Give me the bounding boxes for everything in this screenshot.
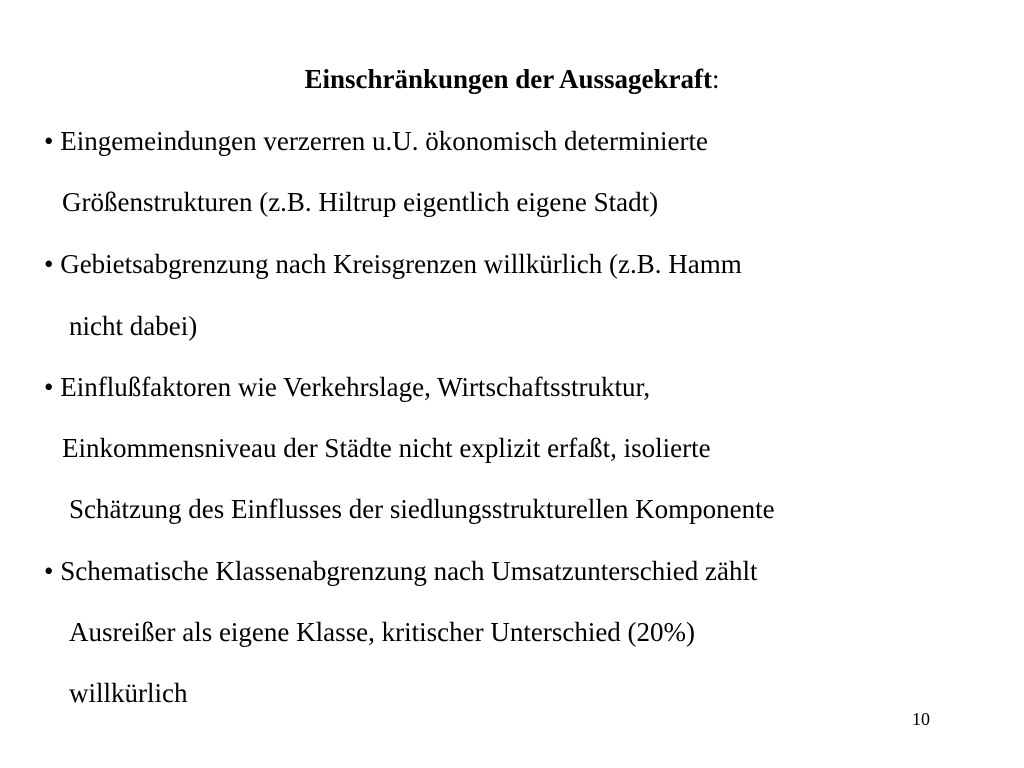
slide-title-text: Einschränkungen der Aussagekraft — [304, 64, 713, 94]
bullet-1-line-2: Größenstrukturen (z.B. Hiltrup eigentlich eigene Stadt) — [62, 187, 659, 217]
bullet-text: Gebietsabgrenzung nach Kreisgrenzen willkürlich (z.B. Hamm — [60, 249, 742, 279]
bullet-4-line-3: willkürlich — [69, 678, 188, 708]
bullet-text: Einflußfaktoren wie Verkehrslage, Wirtschaftsstruktur, — [60, 372, 651, 402]
bullet-text: Schematische Klassenabgrenzung nach Umsatzunterschied zählt — [60, 556, 758, 586]
bullet-3-line-1 — [44, 368, 650, 406]
bullet-1-line-1 — [44, 122, 708, 160]
bullet-2-line-2: nicht dabei) — [69, 311, 198, 341]
bullet-text: Eingemeindungen verzerren u.U. ökonomisch determinierte — [60, 126, 708, 156]
page-number: 10 — [912, 709, 930, 729]
slide-title — [0, 60, 1024, 98]
bullet-symbol: • — [44, 372, 54, 402]
bullet-4-line-1 — [44, 552, 757, 590]
bullet-symbol: • — [44, 126, 54, 156]
bullet-3-line-2: Einkommensniveau der Städte nicht explizit erfaßt, isolierte — [62, 433, 711, 463]
bullet-symbol: • — [44, 249, 54, 279]
bullet-symbol: • — [44, 556, 54, 586]
slide-title-colon: : — [712, 64, 720, 94]
bullet-4-line-2: Ausreißer als eigene Klasse, kritischer Unterschied (20%) — [69, 617, 696, 647]
bullet-3-line-3: Schätzung des Einflusses der siedlungsstrukturellen Komponente — [69, 494, 775, 524]
bullet-2-line-1 — [44, 245, 742, 283]
